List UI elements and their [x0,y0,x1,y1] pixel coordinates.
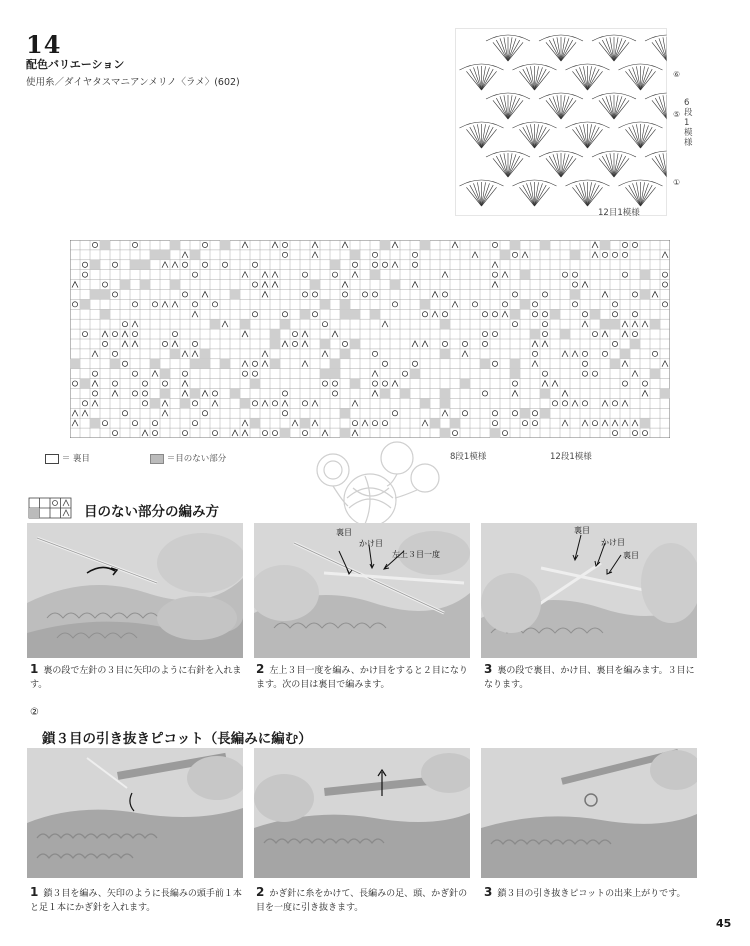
knit-no-stitch-cell [510,240,520,250]
knit-no-stitch-cell [600,240,610,250]
knit-no-stitch-cell [100,240,110,250]
knit-no-stitch-cell [390,280,400,290]
knit-no-stitch-cell [140,260,150,270]
knit-no-stitch-cell [570,290,580,300]
knit-no-stitch-cell [560,329,570,339]
knit-no-stitch-cell [240,398,250,408]
crochet-stitch-line [473,125,481,148]
step-2-3-number: 3 [484,885,493,899]
crochet-stitch-line [659,96,667,119]
knit-no-stitch-cell [420,398,430,408]
photo-step2-1 [27,748,243,878]
knit-no-stitch-cell [430,418,440,428]
section-title-no-stitch: 目のない部分の編み方 [84,504,219,520]
row-marker-5: ⑤ [673,110,681,119]
knit-no-stitch-cell [170,240,180,250]
crochet-stitch-line [606,96,614,119]
knit-no-stitch-cell [160,389,170,399]
knit-no-stitch-cell [150,398,160,408]
legend-no-stitch [150,452,226,464]
knit-no-stitch-cell [420,240,430,250]
knit-no-stitch-cell [640,418,650,428]
knit-no-stitch-cell [90,260,100,270]
crochet-stitch-line [500,96,508,119]
legend-no-stitch-text: ＝目のない部分 [166,454,227,464]
step-2-2-text: かぎ針に糸をかけて、長編みの足、頭、かぎ針の目を一度に引き抜きます。 [256,889,468,913]
knit-no-stitch-cell [610,319,620,329]
knit-no-stitch-cell [380,240,390,250]
knit-no-stitch-cell [600,319,610,329]
crochet-stitch-line [652,100,667,119]
crochet-stitch-line [553,96,561,119]
crochet-stitch-line [588,183,596,206]
knit-no-stitch-cell [80,299,90,309]
knit-no-stitch-cell [350,379,360,389]
crochet-stitch-line [493,42,508,61]
knit-no-stitch-cell [650,319,660,329]
step-2-1-text: 鎖３目を編み、矢印のように長編みの頭手前１本と足１本にかぎ針を入れます。 [30,889,242,913]
crochet-stitch-line [588,67,596,90]
knit-no-stitch-cell [620,349,630,359]
knit-no-stitch-cell [340,408,350,418]
knit-no-stitch-cell [200,349,210,359]
knit-no-stitch-cell [350,339,360,349]
knit-no-stitch-cell [230,389,240,399]
knit-no-stitch-cell [530,329,540,339]
step-1-2-number: 2 [256,662,265,676]
step-1-2 [256,662,470,692]
crochet-stitch-line [614,42,629,61]
knit-no-stitch-cell [520,270,530,280]
crochet-stitch-line [588,125,596,148]
crochet-chart [455,28,667,216]
crochet-stitch-line [466,129,481,148]
knit-no-stitch-cell [200,359,210,369]
crochet-stitch-line [625,129,640,148]
crochet-stitch-line [632,125,640,148]
knit-repeat-8: 8段1模様 [450,452,487,462]
step-2-3-text: 鎖３目の引き抜きピコットの出来上がりです。 [497,889,686,899]
step-1-3 [484,662,698,692]
knit-no-stitch-cell [370,270,380,280]
crochet-stitch-line [519,71,534,90]
crochet-stitch-line [508,100,523,119]
crochet-stitch-line [572,187,587,206]
photo-step2-3 [481,748,697,878]
crochet-stitch-line [641,129,656,148]
crochet-stitch-line [588,129,603,148]
knit-no-stitch-cell [250,379,260,389]
knit-no-stitch-cell [510,309,520,319]
knit-no-stitch-cell [540,240,550,250]
crochet-stitch-line [482,187,497,206]
crochet-stitch-line [606,154,614,177]
crochet-stitch-line [588,187,603,206]
crochet-stitch-line [579,125,587,148]
step-2-1 [30,885,242,915]
legend-purl-text: ＝ 裏目 [61,454,90,464]
knit-no-stitch-cell [550,309,560,319]
photo-step1-3 [481,523,697,658]
step-2-1-number: 1 [30,885,39,899]
step-1-1-text: 裏の段で左針の３目に矢印のように右針を入れます。 [30,666,242,690]
knit-no-stitch-cell [170,280,180,290]
knit-no-stitch-cell [520,408,530,418]
annotation-purl-2: 裏目 [336,528,352,537]
crochet-stitch-line [579,67,587,90]
annotation-purl-3b: 裏目 [623,551,639,560]
crochet-stitch-line [606,38,614,61]
crochet-stitch-line [614,96,622,119]
knit-no-stitch-cell [90,290,100,300]
knit-no-stitch-cell [660,389,670,399]
knit-no-stitch-cell [400,389,410,399]
crochet-stitch-line [482,183,490,206]
crochet-stitch-line [652,42,667,61]
crochet-stitch-line [519,129,534,148]
knit-no-stitch-cell [510,369,520,379]
knit-no-stitch-cell [350,309,360,319]
knit-no-stitch-cell [340,299,350,309]
crochet-stitch-line [473,67,481,90]
knit-no-stitch-cell [80,379,90,389]
knit-no-stitch-cell [480,359,490,369]
crochet-stitch-line [482,71,497,90]
knit-no-stitch-cell [190,250,200,260]
knit-no-stitch-cell [320,299,330,309]
crochet-stitch-line [561,154,569,177]
crochet-stitch-line [546,158,561,177]
row-marker-1: ① [673,178,681,187]
crochet-stitch-line [473,183,481,206]
knit-no-stitch-cell [440,398,450,408]
knit-no-stitch-cell [450,418,460,428]
crochet-stitch-line [652,158,667,177]
crochet-stitch-line [508,38,516,61]
knit-no-stitch-cell [180,398,190,408]
crochet-stitch-line [659,154,667,177]
knit-no-stitch-cell [380,389,390,399]
crochet-stitch-line [508,42,523,61]
knit-no-stitch-cell [650,369,660,379]
step-1-1 [30,662,242,692]
crochet-stitch-line [526,67,534,90]
crochet-repeat-stitches-label: 12目1模様 [598,208,640,218]
knit-no-stitch-cell [270,329,280,339]
crochet-stitch-line [659,38,667,61]
photo-step1-1 [27,523,243,658]
crochet-stitch-line [561,38,569,61]
knit-no-stitch-cell [490,428,500,438]
step-1-3-number: 3 [484,662,493,676]
knit-no-stitch-cell [300,418,310,428]
knit-no-stitch-cell [330,359,340,369]
step-1-1-number: 1 [30,662,39,676]
annotation-yarnover-3: かけ目 [601,538,625,547]
crochet-stitch-line [614,158,629,177]
crochet-stitch-line [500,38,508,61]
knit-no-stitch-cell [230,290,240,300]
knit-no-stitch-cell [440,389,450,399]
knit-no-stitch-cell [100,309,110,319]
crochet-stitch-line [561,42,576,61]
legend-no-stitch-box [150,454,164,464]
step-2-2-number: 2 [256,885,265,899]
crochet-stitch-line [572,71,587,90]
crochet-stitch-line [535,67,543,90]
knit-no-stitch-cell [330,369,340,379]
crochet-stitch-line [508,96,516,119]
legend-purl-box [45,454,59,464]
crochet-stitch-line [641,71,656,90]
crochet-stitch-line [546,42,561,61]
knitting-chart [70,240,670,438]
knit-no-stitch-cell [630,339,640,349]
step-2-2 [256,885,470,915]
crochet-stitch-line [482,129,497,148]
knit-no-stitch-cell [370,309,380,319]
crochet-stitch-line [466,71,481,90]
photo-step2-2 [254,748,470,878]
crochet-stitch-line [614,38,622,61]
crochet-stitch-line [519,187,534,206]
knit-no-stitch-cell [340,349,350,359]
knit-no-stitch-cell [270,339,280,349]
knit-no-stitch-cell [640,270,650,280]
crochet-stitch-line [535,183,543,206]
crochet-stitch-line [561,96,569,119]
annotation-purl-3a: 裏目 [574,526,590,535]
pattern-number: 14 [26,30,62,59]
annotation-yarnover-2: かけ目 [359,539,383,548]
knit-no-stitch-cell [220,240,230,250]
crochet-stitch-line [641,125,649,148]
knit-no-stitch-cell [350,250,360,260]
knit-no-stitch-cell [320,339,330,349]
knit-no-stitch-cell [190,359,200,369]
page-number: 45 [716,917,732,930]
crochet-stitch-line [500,154,508,177]
crochet-stitch-line [599,100,614,119]
knit-no-stitch-cell [280,319,290,329]
annotation-k3tog-2: 左上３目一度 [392,550,440,559]
knit-no-stitch-cell [130,260,140,270]
crochet-repeat-rows-label: 6段1模様 [684,98,693,148]
knit-no-stitch-cell [460,379,470,389]
crochet-stitch-line [588,71,603,90]
crochet-stitch-line [508,158,523,177]
crochet-stitch-line [599,42,614,61]
knit-no-stitch-cell [510,359,520,369]
crochet-stitch-line [535,129,550,148]
knit-no-stitch-cell [170,349,180,359]
crochet-stitch-line [526,125,534,148]
knit-no-stitch-cell [440,428,450,438]
crochet-stitch-line [561,100,576,119]
step-1-3-text: 裏の段で裏目、かけ目、裏目を編みます。３目になります。 [484,666,695,690]
yarn-ball-illustration [305,440,445,535]
crochet-stitch-line [641,187,656,206]
stitch-grid-icon [28,497,72,523]
knit-repeat-12: 12段1模様 [550,452,592,462]
knit-no-stitch-cell [500,250,510,260]
yarn-info: 使用糸／ダイヤタスマニアンメリノ〈ラメ〉(602) [26,77,240,88]
crochet-stitch-line [508,154,516,177]
crochet-stitch-line [535,187,550,206]
crochet-stitch-line [482,67,490,90]
knit-no-stitch-cell [250,418,260,428]
crochet-stitch-line [579,183,587,206]
crochet-stitch-line [466,187,481,206]
step-1-2-text: 左上３目一度を編み、かけ目をすると２目になります。次の目は裏目で編みます。 [256,666,468,690]
knit-no-stitch-cell [90,418,100,428]
crochet-stitch-line [526,183,534,206]
crochet-stitch-line [614,154,622,177]
crochet-stitch-line [625,71,640,90]
knit-no-stitch-cell [320,369,330,379]
crochet-stitch-line [493,100,508,119]
crochet-stitch-line [493,158,508,177]
pattern-subtitle: 配色バリエーション [26,58,125,71]
crochet-stitch-line [482,125,490,148]
knit-no-stitch-cell [150,359,160,369]
crochet-stitch-line [614,100,629,119]
knit-no-stitch-cell [440,349,450,359]
section-title-picot: 鎖３目の引き抜きピコット（長編みに編む） [42,731,312,747]
knit-no-stitch-cell [340,309,350,319]
knit-no-stitch-cell [120,280,130,290]
knit-no-stitch-cell [140,280,150,290]
crochet-stitch-line [599,158,614,177]
knit-no-stitch-cell [520,299,530,309]
row-marker-6: ⑥ [673,70,681,79]
crochet-stitch-line [632,67,640,90]
knit-no-stitch-cell [190,389,200,399]
knit-no-stitch-cell [160,369,170,379]
knit-no-stitch-cell [150,250,160,260]
knit-no-stitch-cell [420,299,430,309]
crochet-stitch-line [535,125,543,148]
crochet-stitch-line [572,129,587,148]
knit-no-stitch-cell [240,319,250,329]
knit-no-stitch-cell [640,290,650,300]
knit-no-stitch-cell [310,280,320,290]
knit-no-stitch-cell [270,359,280,369]
knit-no-stitch-cell [220,359,230,369]
knit-no-stitch-cell [540,389,550,399]
crochet-stitch-line [553,38,561,61]
knit-no-stitch-cell [590,309,600,319]
knit-no-stitch-cell [210,319,220,329]
knit-no-stitch-cell [160,250,170,260]
crochet-stitch-line [546,100,561,119]
knit-no-stitch-cell [330,260,340,270]
crochet-stitch-line [632,183,640,206]
knit-no-stitch-cell [100,290,110,300]
legend-purl [45,452,90,464]
knit-no-stitch-cell [440,319,450,329]
knit-no-stitch-cell [70,359,80,369]
crochet-stitch-line [561,158,576,177]
knit-no-stitch-cell [110,359,120,369]
knit-no-stitch-cell [610,359,620,369]
crochet-stitch-line [535,71,550,90]
step-2-3 [484,885,698,901]
knit-no-stitch-cell [410,369,420,379]
crochet-stitch-line [553,154,561,177]
crochet-stitch-line [625,187,640,206]
knit-no-stitch-cell [280,428,290,438]
section-2-mark: ② [30,707,39,718]
knit-no-stitch-cell [340,428,350,438]
knit-no-stitch-cell [570,250,580,260]
crochet-stitch-line [641,183,649,206]
knit-no-stitch-cell [540,408,550,418]
knit-no-stitch-cell [300,309,310,319]
crochet-stitch-line [641,67,649,90]
